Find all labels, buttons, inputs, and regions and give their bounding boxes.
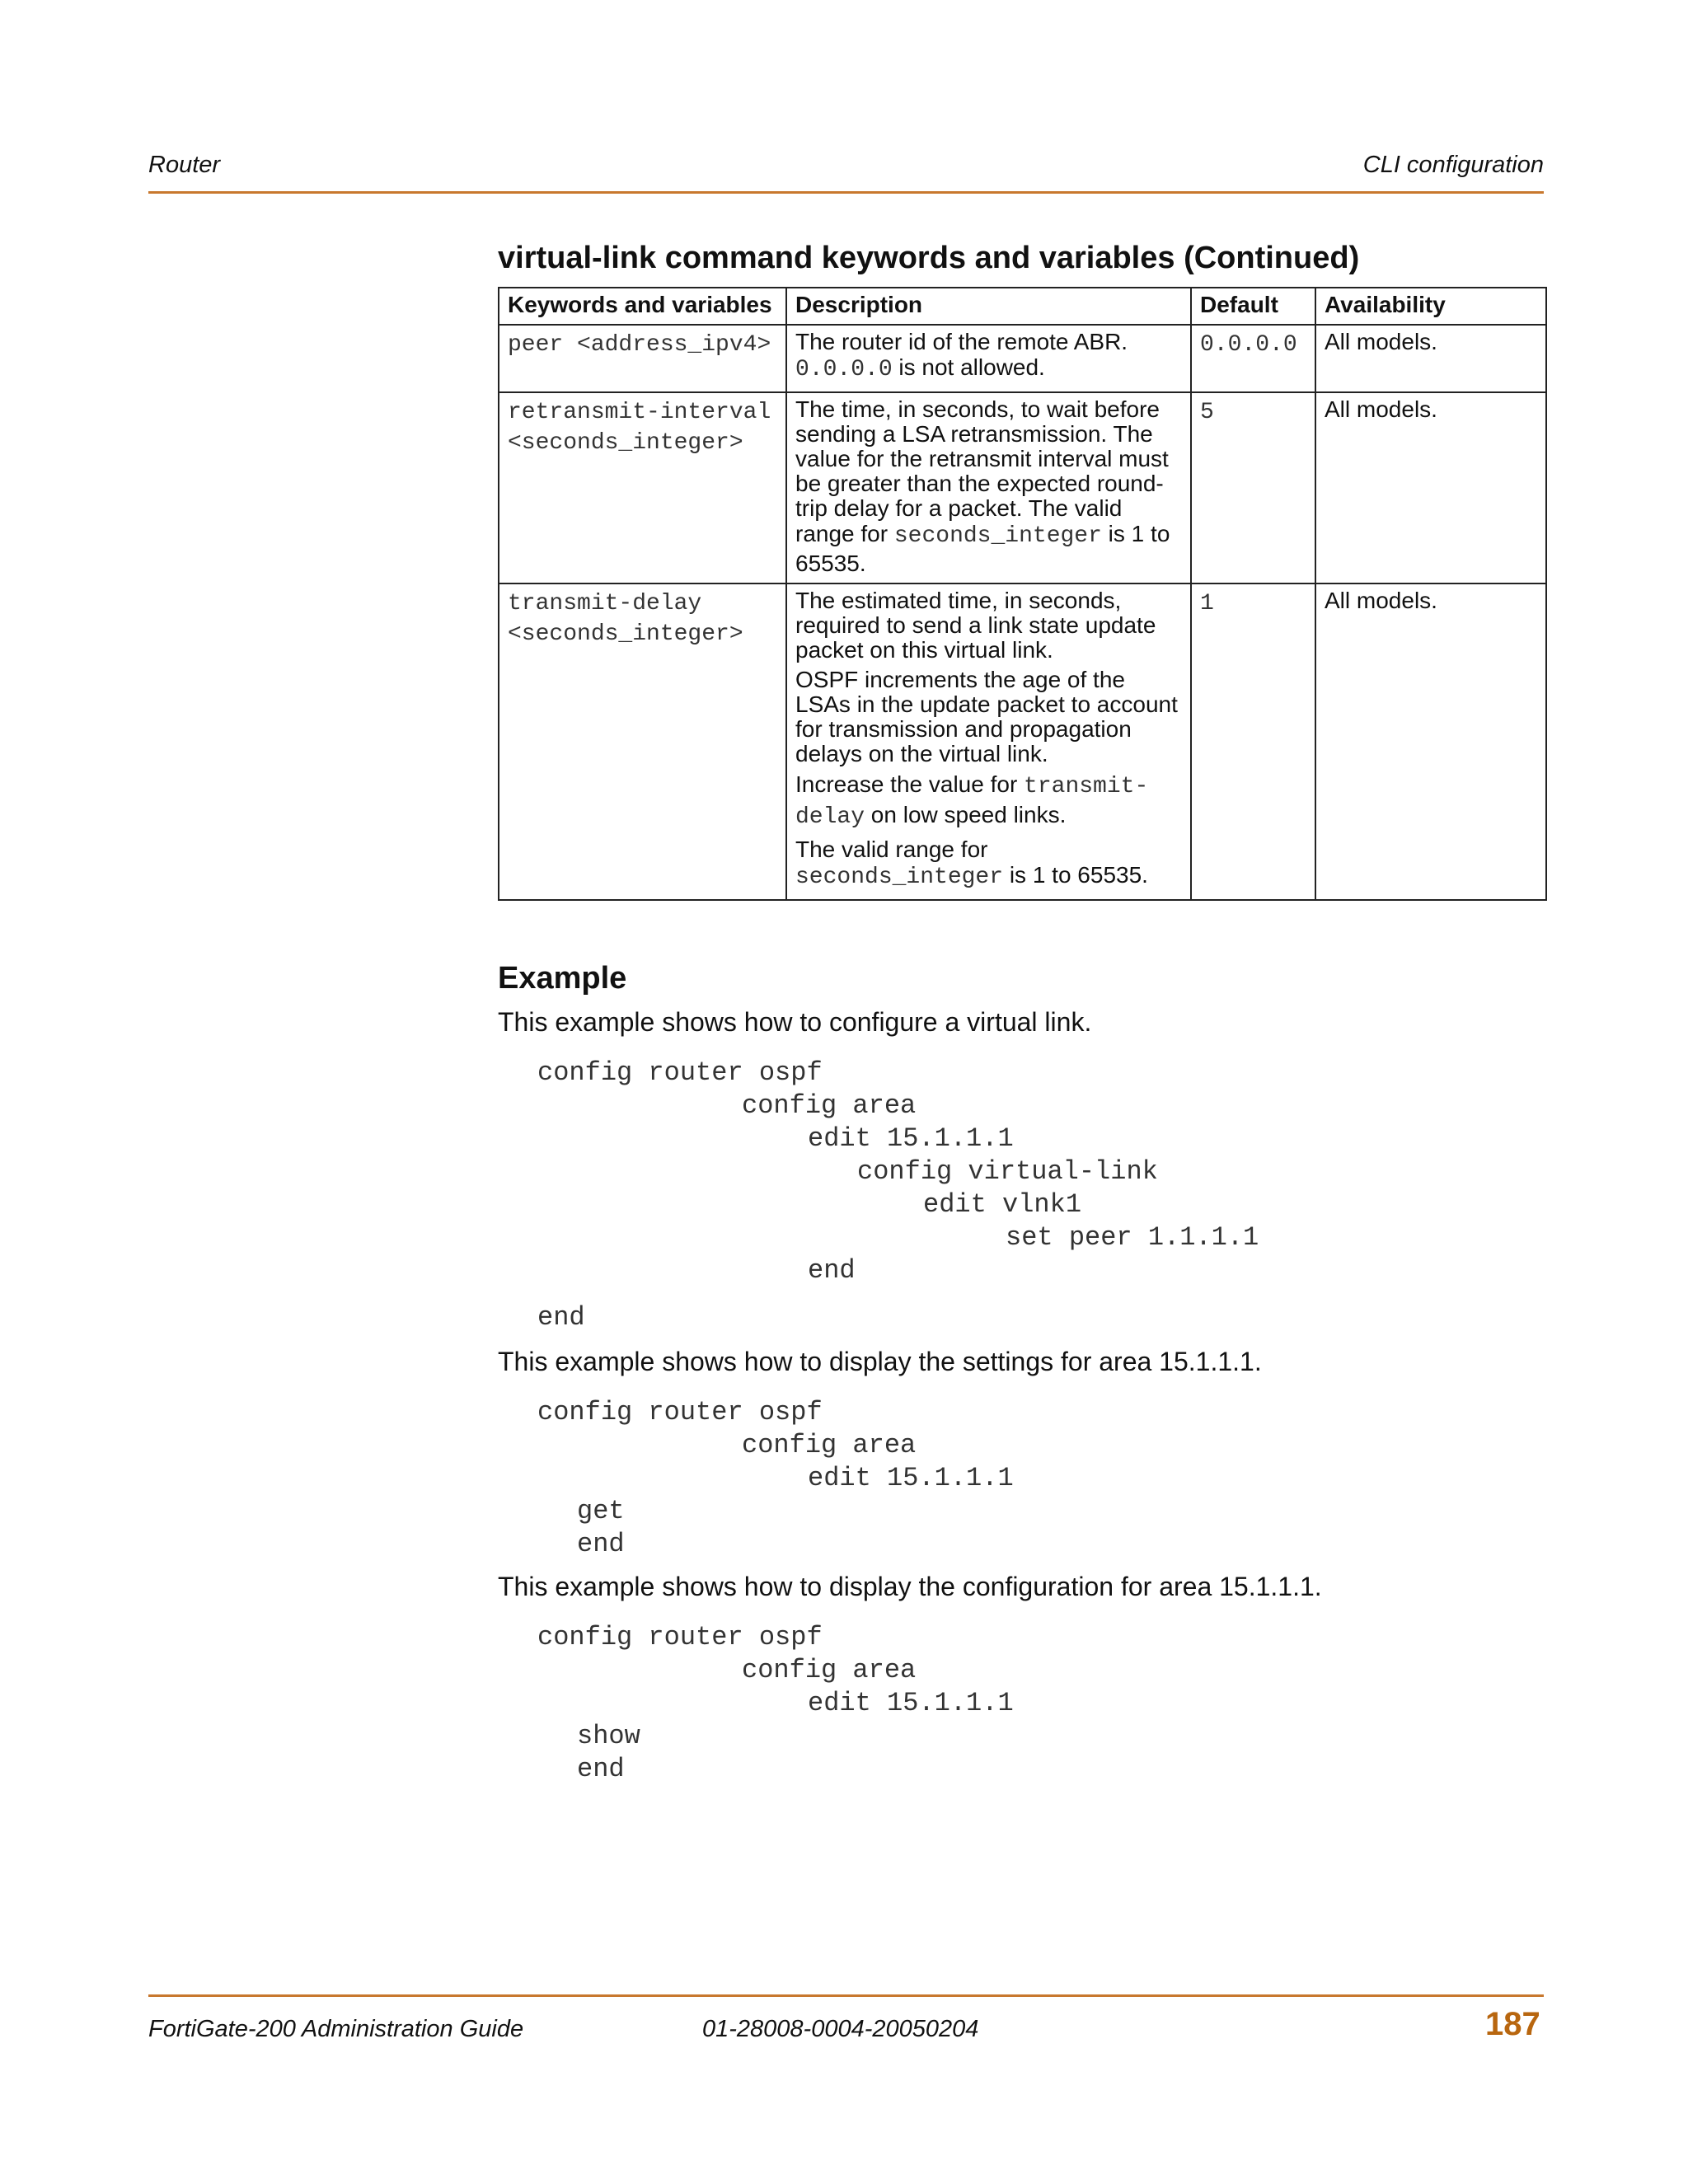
code-line: config router ospf xyxy=(537,1057,823,1088)
footer-rule xyxy=(148,1994,1544,1997)
code-line: end xyxy=(808,1255,856,1286)
code-line: edit 15.1.1.1 xyxy=(808,1688,1014,1718)
example-intro: This example shows how to display the configuration for area 15.1.1.1. xyxy=(498,1572,1322,1601)
description-code: transmit-delay xyxy=(795,774,1149,830)
code-line: config virtual-link xyxy=(857,1156,1158,1187)
code-line: config area xyxy=(742,1090,917,1121)
keyword-cell xyxy=(499,583,786,900)
keyword-text: retransmit-interval <seconds_integer> xyxy=(508,400,771,456)
code-line: end xyxy=(577,1754,625,1784)
description-text: is 1 to 65535. xyxy=(795,521,1170,576)
availability-cell xyxy=(1315,325,1546,392)
description-text: Increase the value for xyxy=(795,771,1025,797)
footer-doc-number: 01-28008-0004-20050204 xyxy=(702,2016,979,2042)
description-text: The valid range for xyxy=(795,837,988,862)
keyword-text: transmit-delay <seconds_integer> xyxy=(508,591,743,647)
code-line: end xyxy=(537,1302,585,1333)
keyword-cell xyxy=(499,392,786,583)
default-value: 5 xyxy=(1200,400,1214,425)
code-line: show xyxy=(577,1721,640,1751)
code-line: end xyxy=(577,1529,625,1559)
table-row xyxy=(499,392,1546,583)
description-text: The time, in seconds, to wait before sending a LSA retransmission. The value for the retransmit interval must be greater than the expected round-trip delay for a packet. The valid range for xyxy=(795,396,1169,546)
table-header-row xyxy=(499,288,1546,325)
table-title: virtual-link command keywords and variables (Continued) xyxy=(498,241,1360,275)
description-text: is 1 to 65535. xyxy=(1003,862,1148,888)
description-code: seconds_integer xyxy=(795,865,1004,890)
header-rule xyxy=(148,191,1544,194)
code-line: edit 15.1.1.1 xyxy=(808,1463,1014,1493)
column-header: Description xyxy=(786,288,1191,325)
example-intro: This example shows how to display the settings for area 15.1.1.1. xyxy=(498,1347,1262,1376)
footer-guide-title: FortiGate-200 Administration Guide xyxy=(148,2016,524,2042)
default-value: 1 xyxy=(1200,591,1214,616)
default-value: 0.0.0.0 xyxy=(1200,332,1297,358)
default-cell xyxy=(1191,583,1315,900)
availability-text: All models. xyxy=(1325,396,1437,422)
column-header: Keywords and variables xyxy=(499,288,786,325)
description-code: 0.0.0.0 xyxy=(795,357,893,382)
description-text: OSPF increments the age of the LSAs in the update packet to account for transmission and propagation delays on the virtual link. xyxy=(795,667,1178,766)
keyword-text: peer <address_ipv4> xyxy=(508,332,771,358)
page-number: 187 xyxy=(1485,2006,1540,2042)
example-intro: This example shows how to configure a virtual link. xyxy=(498,1007,1092,1037)
availability-text: All models. xyxy=(1325,329,1437,354)
column-header: Availability xyxy=(1315,288,1546,325)
description-text: The router id of the remote ABR. xyxy=(795,329,1128,354)
description-cell xyxy=(786,392,1191,583)
default-cell xyxy=(1191,325,1315,392)
code-line: config area xyxy=(742,1655,917,1685)
default-cell xyxy=(1191,392,1315,583)
description-cell xyxy=(786,583,1191,900)
example-heading: Example xyxy=(498,961,627,996)
table-row xyxy=(499,325,1546,392)
keyword-cell xyxy=(499,325,786,392)
description-text: is not allowed. xyxy=(892,354,1045,380)
description-text: on low speed links. xyxy=(865,802,1067,827)
availability-text: All models. xyxy=(1325,588,1437,613)
code-line: config router ospf xyxy=(537,1622,823,1652)
code-line: edit vlnk1 xyxy=(923,1189,1082,1220)
keyword-table xyxy=(498,287,1547,901)
availability-cell xyxy=(1315,392,1546,583)
code-line: edit 15.1.1.1 xyxy=(808,1123,1014,1154)
code-line: config router ospf xyxy=(537,1397,823,1427)
description-cell xyxy=(786,325,1191,392)
code-line: get xyxy=(577,1496,625,1526)
code-line: set peer 1.1.1.1 xyxy=(1006,1222,1259,1253)
table-row xyxy=(499,583,1546,900)
code-line: config area xyxy=(742,1430,917,1460)
running-header-chapter: CLI configuration xyxy=(1362,152,1544,178)
column-header: Default xyxy=(1191,288,1315,325)
description-code: seconds_integer xyxy=(893,523,1102,549)
description-text: The estimated time, in seconds, required to send a link state update packet on this virtual link. xyxy=(795,588,1156,663)
running-header-section: Router xyxy=(148,152,221,178)
availability-cell xyxy=(1315,583,1546,900)
